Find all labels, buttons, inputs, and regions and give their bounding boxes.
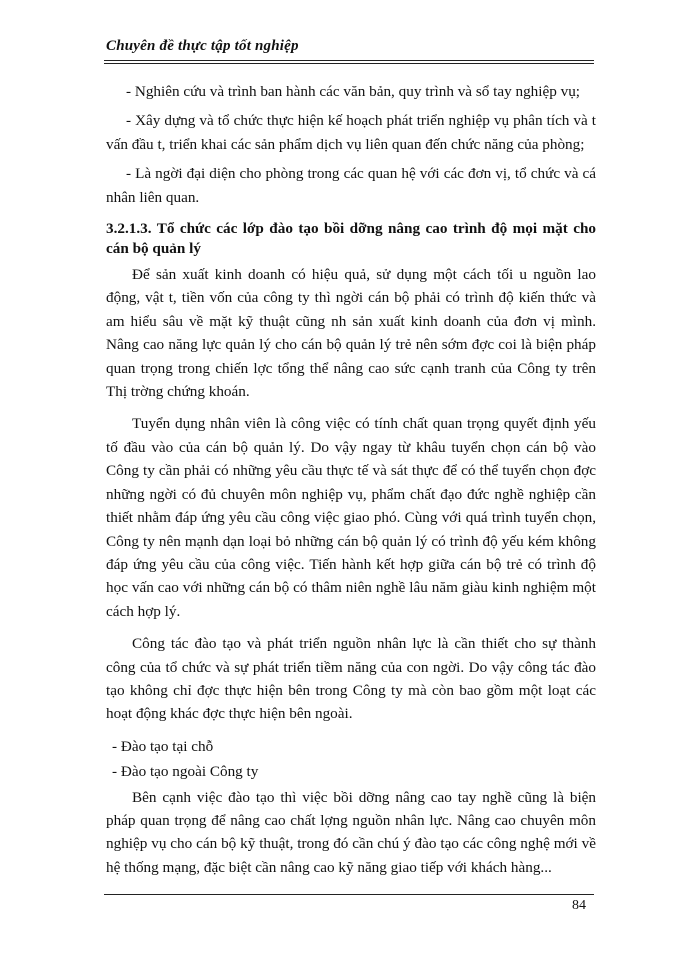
closing-paragraph: Bên cạnh việc đào tạo thì việc bồi dỡng nâng cao tay nghề cũng là biện pháp quan trọng để nâng cao chất lợng nguồn nhân lực. Nâng cao chuyên môn nghiệp vụ cho cán bộ kỹ thuật, trong đó cần chú ý đào tạo các công nghệ mới về hệ thống mạng, đặc biệt cần nâng cao kỹ năng giao tiếp với khách hàng...: [106, 788, 596, 876]
bullet-item: - Nghiên cứu và trình ban hành các văn bản, quy trình và sổ tay nghiệp vụ;: [126, 83, 581, 100]
header-rule: [104, 60, 594, 61]
body-paragraph: Tuyển dụng nhân viên là công việc có tính chất quan trọng quyết định yếu tố đầu vào của cán bộ quản lý. Do vậy ngay từ khâu tuyển chọn cán bộ vào Công ty cần phải có những yêu cầu thực tế và sát thực để có thể tuyển chọn đợc những ngời có đủ chuyên môn nghiệp vụ, phẩm chất đạo đức nghề nghiệp cần thiết nhằm đáp ứng yêu cầu công việc giao phó. Cùng với quá trình tuyển chọn, Công ty nên mạnh dạn loại bỏ những cán bộ quản lý có trình độ yếu kém không đáp ứng yêu cầu của công việc. Tiến hành kết hợp giữa cán bộ trẻ có trình độ học vấn cao với những cán bộ có thâm niên nghề lâu năm giàu kinh nghiệm một cách hợp lý.: [106, 415, 596, 620]
body-paragraph: Công tác đào tạo và phát triển nguồn nhân lực là cần thiết cho sự thành công của tổ chức và sự phát triển tiềm năng của con ngời. Do vậy công tác đào tạo không chỉ đợc thực hiện bên trong Công ty mà còn bao gồm một loạt các hoạt động khác đợc thực hiện bên ngoài.: [106, 635, 596, 723]
page-body: [106, 80, 596, 888]
bullet-item: - Xây dựng và tổ chức thực hiện kế hoạch phát triển nghiệp vụ phân tích và t vấn đầu t, triển khai các sản phẩm dịch vụ liên quan đến chức năng của phòng;: [106, 112, 596, 153]
body-paragraph: Để sản xuất kinh doanh có hiệu quả, sử dụng một cách tối u nguồn lao động, vật t, tiền vốn của công ty thì ngời cán bộ phải có trình độ kiến thức và am hiểu sâu về mặt kỹ thuật cũng nh sản xuất kinh doanh của đơn vị mình. Nâng cao năng lực quản lý cho cán bộ quản lý trẻ nên sớm đợc coi là biện pháp quan trọng trong chiến lợc tổng thể nâng cao sức cạnh tranh của Công ty trên Thị trờng chứng khoán.: [106, 266, 596, 401]
section-heading: 3.2.1.3. Tổ chức các lớp đào tạo bồi dỡng nâng cao trình độ mọi mặt cho cán bộ quản lý: [106, 220, 596, 258]
page-number: 84: [572, 898, 586, 913]
header-rule-secondary: [104, 63, 594, 64]
footer-rule: [104, 894, 594, 895]
running-header: Chuyên đề thực tập tốt nghiệp: [106, 38, 299, 54]
list-item: - Đào tạo ngoài Công ty: [112, 763, 259, 781]
bullet-item: - Là ngời đại diện cho phòng trong các quan hệ với các đơn vị, tổ chức và cá nhân liên quan.: [106, 165, 596, 206]
list-item: - Đào tạo tại chỗ: [112, 737, 214, 755]
